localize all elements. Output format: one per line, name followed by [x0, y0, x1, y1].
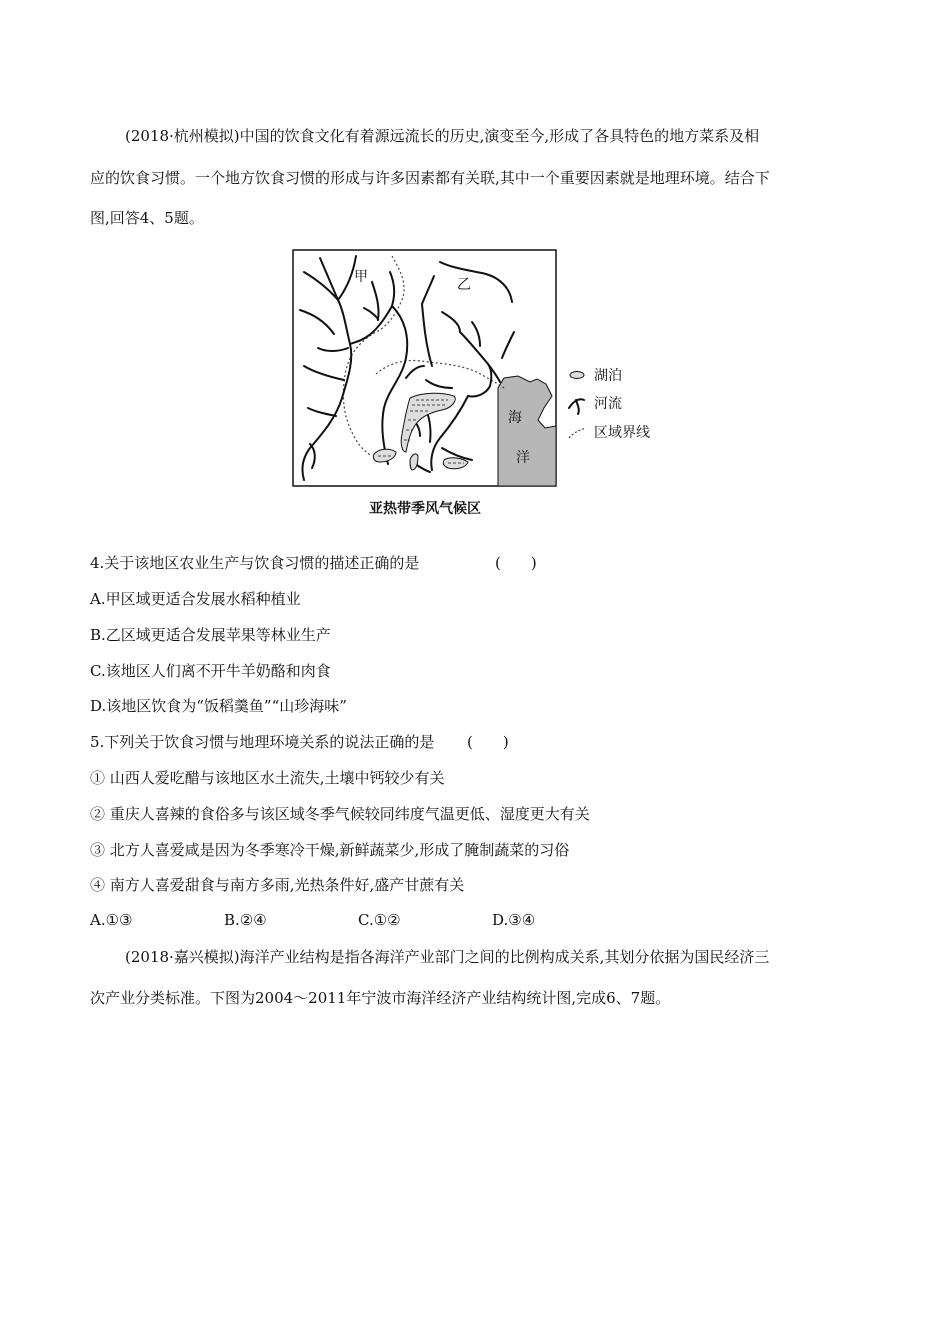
q4-answer-bracket: ( ) — [495, 554, 537, 572]
q4-option-b: B.乙区域更适合发展苹果等林业生产 — [90, 626, 331, 644]
q5-statement-4: ④ 南方人喜爱甜食与南方多雨,光热条件好,盛产甘蔗有关 — [90, 876, 465, 894]
intro1-line2: 应的饮食习惯。一个地方饮食习惯的形成与许多因素都有关联,其中一个重要因素就是地理环境。结合下 — [90, 169, 770, 187]
q5-stem-text: 5.下列关于饮食习惯与地理环境关系的说法正确的是 — [90, 733, 435, 751]
label-yi: 乙 — [457, 277, 471, 293]
map-legend — [569, 368, 650, 441]
q4-option-d: D.该地区饮食为“饭稻羹鱼”“山珍海味” — [90, 697, 347, 715]
q5-statement-3: ③ 北方人喜爱咸是因为冬季寒冷干燥,新鲜蔬菜少,形成了腌制蔬菜的习俗 — [90, 841, 570, 859]
q5-statement-2: ② 重庆人喜辣的食俗多与该区域冬季气候较同纬度气温更低、湿度更大有关 — [90, 805, 590, 823]
figure-caption: 亚热带季风气候区 — [369, 501, 481, 517]
legend-boundary: 区域界线 — [594, 425, 650, 441]
q5-option-c: C.①② — [358, 911, 401, 929]
ocean-area — [498, 376, 556, 486]
q4-option-a: A.甲区域更适合发展水稻种植业 — [90, 590, 301, 608]
intro1-line1: (2018·杭州模拟)中国的饮食文化有着源远流长的历史,演变至今,形成了各具特色的地方菜系及相 — [125, 127, 760, 145]
q5-option-b: B.②④ — [224, 911, 267, 929]
q4-stem-text: 4.关于该地区农业生产与饮食习惯的描述正确的是 — [90, 554, 420, 572]
intro2-line1: (2018·嘉兴模拟)海洋产业结构是指各海洋产业部门之间的比例构成关系,其划分依据为国民经济三 — [125, 948, 770, 966]
legend-river: 河流 — [594, 396, 622, 412]
q5-option-d: D.③④ — [492, 911, 536, 929]
label-jia: 甲 — [354, 269, 368, 285]
q5-stem — [90, 732, 509, 752]
intro1-line3: 图,回答4、5题。 — [90, 209, 204, 227]
label-yang: 洋 — [516, 450, 530, 466]
boundary-legend-icon — [569, 428, 586, 438]
q5-option-a: A.①③ — [90, 911, 133, 929]
q5-answer-bracket: ( ) — [467, 733, 509, 751]
q4-stem — [90, 553, 537, 573]
legend-lake: 湖泊 — [594, 368, 622, 384]
label-hai: 海 — [508, 410, 522, 426]
lake-legend-icon — [570, 372, 584, 379]
river-legend-icon — [569, 399, 584, 414]
q4-option-c: C.该地区人们离不开牛羊奶酪和肉食 — [90, 662, 331, 680]
region-map-figure — [292, 248, 672, 488]
q5-statement-1: ① 山西人爱吃醋与该地区水土流失,土壤中钙较少有关 — [90, 769, 445, 787]
intro2-line2: 次产业分类标准。下图为2004～2011年宁波市海洋经济产业结构统计图,完成6、7题。 — [90, 989, 671, 1007]
